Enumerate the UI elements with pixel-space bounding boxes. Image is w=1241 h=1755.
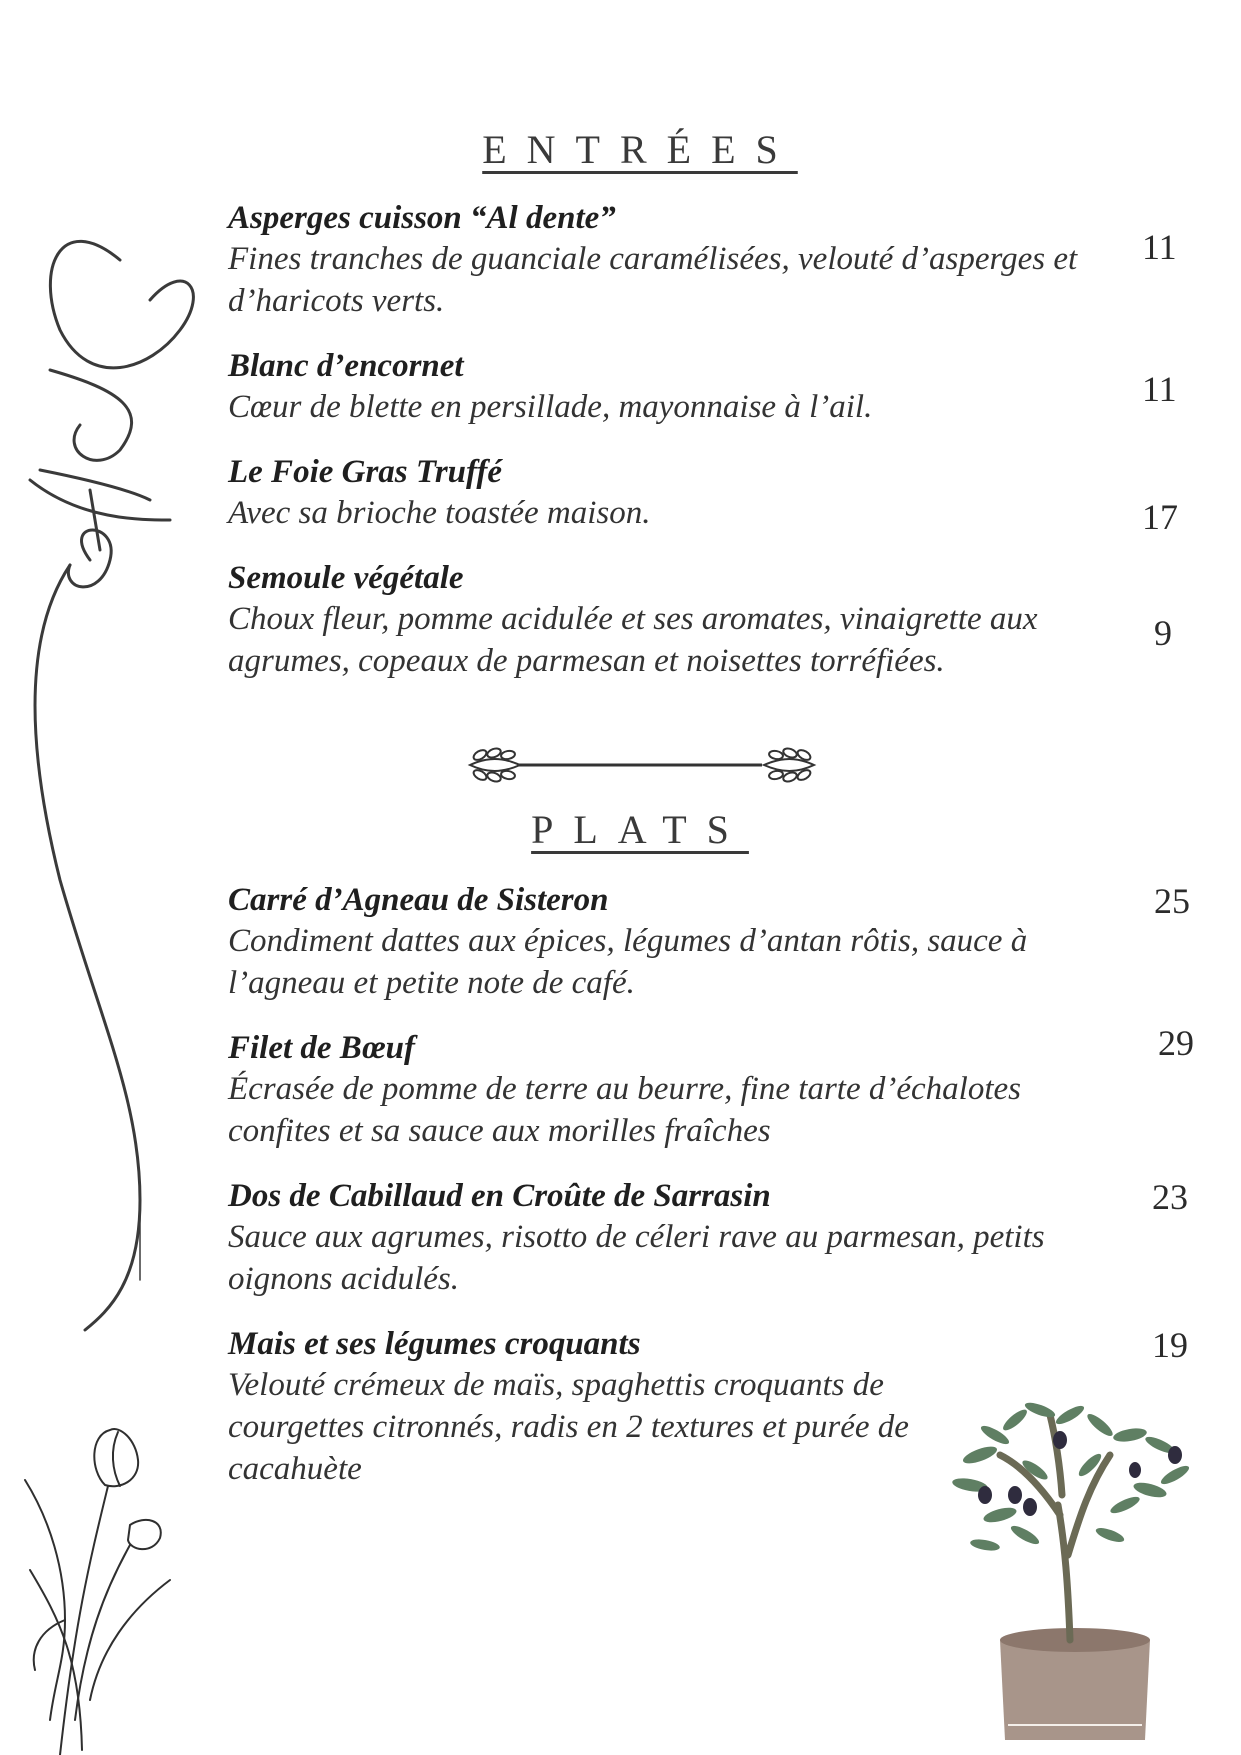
item-price: 11 [1142, 369, 1177, 409]
item-price: 9 [1154, 613, 1172, 653]
menu-item [228, 452, 1108, 534]
item-price: 11 [1142, 227, 1177, 267]
item-name: Semoule végétale [228, 560, 464, 596]
item-price: 29 [1158, 1023, 1194, 1063]
menu-item [228, 346, 1108, 428]
item-name: Le Foie Gras Truffé [228, 454, 503, 490]
menu-item [228, 880, 1108, 1004]
item-description: Cœur de blette en persillade, mayonnaise à l’ail. [228, 389, 873, 425]
menu-item [228, 558, 1108, 682]
item-price: 25 [1154, 881, 1190, 921]
item-name: Mais et ses légumes croquants [228, 1326, 641, 1362]
item-description: Sauce aux agrumes, risotto de céleri rave au parmesan, petits oignons acidulés. [228, 1219, 1045, 1297]
menu-item [228, 1176, 1108, 1300]
item-name: Carré d’Agneau de Sisteron [228, 882, 609, 918]
carte-script-decoration [0, 220, 230, 1340]
item-description: Condiment dattes aux épices, légumes d’antan rôtis, sauce à l’agneau et petite note de café. [228, 923, 1028, 1001]
laurel-divider [462, 735, 822, 791]
item-description: Avec sa brioche toastée maison. [228, 495, 651, 531]
tulip-line-drawing [20, 1420, 180, 1755]
item-description: Fines tranches de guanciale caramélisées, velouté d’asperges et d’haricots verts. [228, 241, 1078, 319]
item-description: Choux fleur, pomme acidulée et ses aromates, vinaigrette aux agrumes, copeaux de parmesan et noisettes torréfiées. [228, 601, 1038, 679]
item-description: Velouté crémeux de maïs, spaghettis croquants de courgettes citronnés, radis en 2 textures et purée de cacahuète [228, 1367, 909, 1487]
item-price: 23 [1152, 1177, 1188, 1217]
item-name: Asperges cuisson “Al dente” [228, 200, 616, 236]
section-heading-plats: PLATS [531, 807, 749, 852]
item-name: Dos de Cabillaud en Croûte de Sarrasin [228, 1178, 771, 1214]
item-price: 19 [1152, 1325, 1188, 1365]
item-name: Filet de Bœuf [228, 1030, 415, 1066]
item-description: Écrasée de pomme de terre au beurre, fine tarte d’échalotes confites et sa sauce aux morilles fraîches [228, 1071, 1021, 1149]
menu-item [228, 1324, 1108, 1490]
section-heading-entrees: ENTRÉES [482, 127, 798, 172]
item-name: Blanc d’encornet [228, 348, 464, 384]
menu-item [228, 1028, 1108, 1152]
menu-item [228, 198, 1108, 322]
item-price: 17 [1142, 497, 1178, 537]
